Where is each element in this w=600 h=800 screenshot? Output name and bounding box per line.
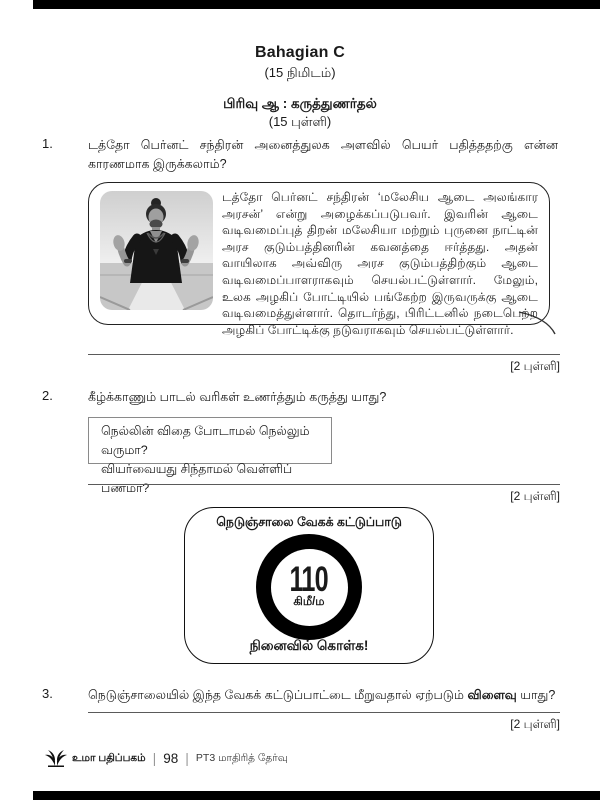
question-2-marks: [2 புள்ளி] [510,489,560,503]
subsection-title: பிரிவு ஆ : கருத்துணர்தல் [223,96,377,111]
section-title: Bahagian C [254,44,345,61]
answer-line-3 [88,712,560,713]
question-3-text-before: நெடுஞ்சாலையில் இந்த வேகக் கட்டுப்பாட்டை மீறுவதால் ஏற்படும் [88,688,468,702]
speed-sign-box [184,507,434,664]
passage-text: டத்தோ பெர்னட் சந்திரன் ‘மலேசிய ஆடை அலங்கார அரசன்’ என்று அழைக்கப்படுபவர். இவரின் ஆடை வடிவமைப்புத் திறன் மலேசியா மற்றும் புருனை நாட்டின் அரச குடும்பத்தினரின் கவனத்தை ஈர்த்தது. அதன் வாயிலாக அவ்விரு அரச குடும்பத்திற்கும் ஆடை வடிவமைப்பாளராகவும் செயல்பட்டுள்ளார். மேலும், உலக அழகிப் போட்டியில் பங்கேற்ற இருவருக்கு ஆடை வடிவமைத்துள்ளார். தொடர்ந்து, பிரிட்டனில் நடைபெற்ற அழகிப் போட்டிக்கு நடுவராகவும் செயல்பட்டுள்ளார். [222,190,538,337]
question-3-bold-word: விளைவு [467,688,517,702]
question-2-number: 2. [42,388,53,403]
question-3-text [88,686,558,705]
publisher-name: உமா பதிப்பகம் [72,751,146,764]
sign-caption: நினைவில் கொள்க! [249,638,369,653]
publisher-logo [45,750,67,767]
subsection-marks: (15 புள்ளி) [268,114,332,129]
page-footer [45,748,288,768]
bottom-scan-bar [33,791,600,800]
answer-line-2 [88,484,560,485]
question-3-text-after: யாது? [516,688,556,702]
exam-label: PT3 மாதிரித் தேர்வு [195,751,288,764]
question-2-text: கீழ்க்காணும் பாடல் வரிகள் உணர்த்தும் கருத்து யாது? [88,390,387,404]
person-photo [100,191,213,310]
passage-box [88,182,550,337]
footer-divider: | [152,750,157,766]
verse-line-2: வியர்வையது சிந்தாமல் வெள்ளிப் பணமா? [101,462,293,495]
question-1-marks: [2 புள்ளி] [510,359,560,373]
question-3-marks: [2 புள்ளி] [510,717,560,731]
footer-divider: | [185,750,189,766]
verse-box [88,417,332,495]
speed-unit: கிமீ/ம [293,595,325,608]
section-time: (15 நிமிடம்) [264,65,336,80]
question-1-text: டத்தோ பெர்னட் சந்திரன் அனைத்துலக அளவில் பெயர் பதித்ததற்கு என்ன காரணமாக இருக்கலாம்? [88,138,558,171]
verse-line-1: நெல்லின் விதை போடாமல் நெல்லும் வருமா? [101,424,310,457]
speed-limit-sign [256,534,362,640]
sign-header: நெடுஞ்சாலை வேகக் கட்டுப்பாடு [216,515,402,529]
speed-value: 110 [289,559,329,599]
question-3-number: 3. [42,686,53,701]
page-number: 98 [163,750,179,766]
top-scan-bar [33,0,600,9]
answer-line-1 [88,354,560,355]
question-1-number: 1. [42,136,53,151]
